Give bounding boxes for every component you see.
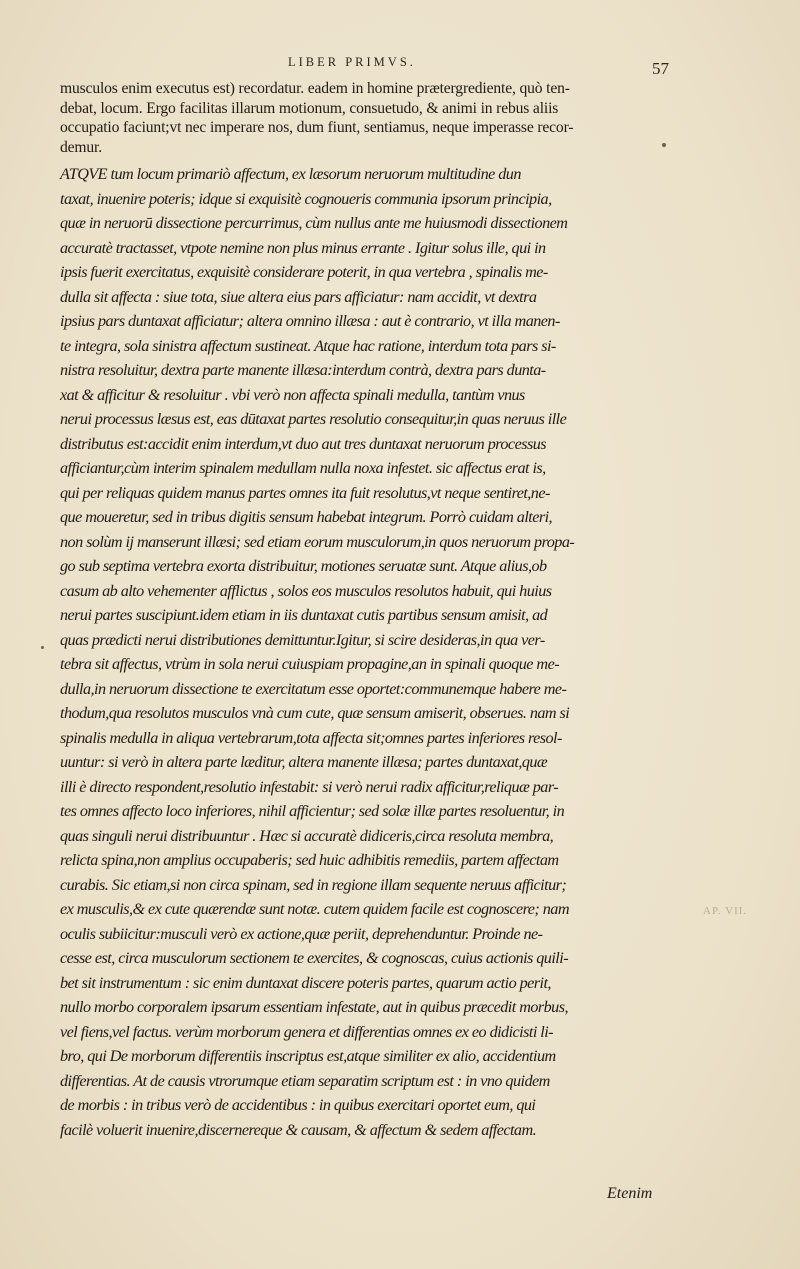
text-line: vel fiens,vel factus. verùm morborum genera et differentias omnes ex eo didicisti li- — [60, 1022, 554, 1041]
text-line: musculos enim executus est) recordatur. eadem in homine prætergrediente, quò ten- — [60, 80, 570, 97]
italic-paragraph — [60, 162, 688, 1167]
ink-speck — [662, 143, 666, 147]
text-line: relicta spina,non amplius occupaberis; sed huic adhibitis remediis, partem affectam — [60, 851, 559, 869]
text-line: dulla sit affecta : siue tota, siue altera eius pars afficiatur: nam accidit, vt dextra — [60, 287, 537, 306]
folio-number: 57 — [652, 59, 669, 78]
text-line: nerui processus læsus est, eas dūtaxat partes resolutio consequitur,in quas neruus ille — [60, 410, 567, 428]
text-line: ATQVE tum locum primariò affectum, ex læsorum neruorum multitudine dun — [60, 165, 521, 183]
text-line: casum ab alto vehementer afflictus , solos eos musculos resolutos habuit, qui huius — [60, 581, 552, 600]
text-line: facilè voluerit inuenire,discernereque & causam, & affectum & sedem affectam. — [60, 1120, 537, 1139]
text-line: demur. — [60, 138, 102, 156]
text-line: differentias. At de causis vtrorumque etiam separatim scriptum est : in vno quidem — [60, 1071, 550, 1090]
text-line: tebra sit affectus, vtrùm in sola nerui cuiuspiam propagine,an in spinali quoque me- — [60, 655, 560, 673]
text-line: spinalis medulla in aliqua vertebrarum,tota affecta sit;omnes partes inferiores resol- — [60, 728, 562, 747]
text-line: te integra, sola sinistra affectum sustineat. Atque hac ratione, interdum tota pars si- — [60, 336, 556, 355]
text-line: qui per reliquas quidem manus partes omnes ita fuit resolutus,vt neque sentiret,ne- — [60, 483, 550, 502]
text-line: distributus est:accidit enim interdum,vt duo aut tres duntaxat neruorum processus — [60, 434, 546, 453]
text-line: curabis. Sic etiam,si non circa spinam, sed in regione illam sequente neruus afficitur; — [60, 875, 567, 894]
text-line: xat & afficitur & resoluitur . vbi verò non affecta spinali medulla, tantùm vnus — [60, 385, 525, 404]
text-line: go sub septima vertebra exorta distribuitur, motiones seruatæ sunt. Atque alius,ob — [60, 557, 547, 575]
text-line: nullo morbo corporalem ipsarum essentiam infestate, aut in quibus præcedit morbus, — [60, 998, 568, 1016]
bleed-through-text: AP. VII. — [703, 905, 748, 917]
text-line: afficiantur,cùm interim spinalem medullam nulla noxa infestet. sic affectus erat is, — [60, 459, 546, 477]
text-line: dulla,in neruorum dissectione te exercitatum esse oportet:communemque habere me- — [60, 679, 567, 698]
text-line: oculis subiicitur:musculi verò ex actione,quæ periit, deprehenduntur. Proinde ne- — [60, 924, 543, 943]
text-line: que moueretur, sed in tribus digitis sensum habebat integrum. Porrò cuidam alteri, — [60, 508, 553, 526]
text-line: quæ in neruorū dissectione percurrimus, cùm nullus ante me huiusmodi dissectionem — [60, 214, 568, 232]
text-line: occupatio faciunt;vt nec imperare nos, dum fiunt, sentiamus, neque imperasse recor- — [60, 119, 574, 137]
text-line: illi è directo respondent,resolutio infestabit: si verò nerui radix afficitur,reliquæ par- — [60, 777, 559, 796]
text-line: ipsis fuerit exercitatus, exquisitè considerare poterit, in qua vertebra , spinalis me- — [60, 263, 548, 281]
page-header — [0, 53, 800, 77]
text-line: nerui partes suscipiunt.idem etiam in iis duntaxat cutis partibus sensum amisit, ad — [60, 606, 548, 624]
text-line: thodum,qua resolutos musculos vnà cum cute, quæ sensum amiserit, obserues. nam si — [60, 704, 570, 722]
text-line: accuratè tractasset, vtpote nemine non plus minus errante . Igitur solus ille, qui in — [60, 238, 546, 257]
text-line: debat, locum. Ergo facilitas illarum motionum, consuetudo, & animi in rebus aliis — [60, 99, 559, 117]
text-line: cesse est, circa musculorum sectionem te exercites, & cognoscas, cuius actionis quili- — [60, 949, 569, 967]
ink-speck — [41, 646, 44, 649]
text-line: ipsius pars duntaxat afficiatur; altera omnino illæsa : aut è contrario, vt illa manen- — [60, 312, 560, 330]
text-line: de morbis : in tribus verò de accidentibus : in quibus exercitari oportet eum, qui — [60, 1096, 536, 1114]
text-line: non solùm ij manserunt illæsi; sed etiam eorum musculorum,in quos neruorum propa- — [60, 532, 575, 551]
text-line — [60, 1142, 688, 1167]
text-line: bro, qui De morborum differentiis inscriptus est,atque similiter ex alio, accidentium — [60, 1047, 556, 1065]
roman-paragraph — [60, 79, 680, 157]
text-line: ex musculis,& ex cute quærendæ sunt notæ. cutem quidem facile est cognoscere; nam — [60, 900, 569, 918]
running-title: LIBER PRIMVS. — [288, 55, 416, 69]
catchword: Etenim — [607, 1185, 653, 1202]
text-line: taxat, inuenire poteris; idque si exquisitè cognoueris communia ipsorum principia, — [60, 189, 552, 208]
text-line: quas singuli nerui distribuuntur . Hæc si accuratè didiceris,circa resoluta membra, — [60, 826, 554, 845]
text-line: bet sit instrumentum : sic enim duntaxat discere poteris partes, quarum actio perit, — [60, 973, 551, 992]
text-line: nistra resoluitur, dextra parte manente illæsa:interdum contrà, dextra pars dunta- — [60, 361, 546, 379]
text-line: uuntur: si verò in altera parte læditur, altera manente illæsa; partes duntaxat,quæ — [60, 753, 548, 771]
text-line: tes omnes affecto loco inferiores, nihil afficientur; sed solæ illæ partes resoluentur, in — [60, 802, 565, 820]
text-line: quas prædicti nerui distributiones demittuntur.Igitur, si scire desideras,in qua ver- — [60, 630, 545, 649]
